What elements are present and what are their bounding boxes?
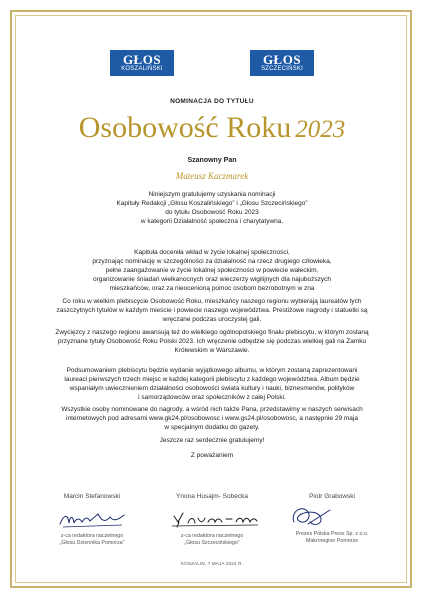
paragraph-album [0, 366, 424, 402]
salutation: Szanowny Pan [187, 157, 237, 164]
paragraph-regards [0, 451, 424, 460]
text-line: w specjalnym dodatku do gazety. [164, 424, 260, 431]
text-line: Kapituła doceniła wkład w życie lokalnej społeczności, [134, 249, 290, 256]
paragraph-websites [0, 405, 424, 432]
role-line: „Głosu Dziennika Pomorza” [59, 539, 125, 546]
text-line: organizowanie śniadań wielkanocnych oraz wieczerzy wigilijnych dla najuboższych [92, 276, 332, 283]
text-line: Wszystkie osoby nominowane do nagrody, a wśród nich także Pana, przedstawimy w naszych serwisach [61, 406, 363, 413]
signatory-name-3: Piotr Grabowski [309, 493, 355, 500]
page-title [0, 108, 424, 150]
text-line: Zwycięzcy z naszego regionu awansują też do wielkiego ogólnopolskiego finału plebiscytu, w którym zostaną [55, 329, 369, 336]
paragraph-merits [0, 248, 424, 293]
signatory-name-1: Marcin Stefanowski [63, 493, 121, 500]
text-line: internetowych pod adresami www.gk24.pl/osobowosc i www.gs24.pl/osobowosc, a następnie 29 maja [66, 415, 358, 422]
text-line: przyznane tytuły Osobowość Roku Polski 2023. Ich wręczenie odbędzie się podczas wielkiej gali na Zamku [57, 338, 367, 345]
issue-date: KOSZALIN, 7 MAJA 2024 R. [180, 561, 244, 566]
paragraph-nomination [0, 190, 424, 226]
signatory-role-1 [32, 533, 152, 546]
text-line: wręczane podczas uroczystej gali. [162, 316, 262, 323]
text-line: mieszkańców, oraz za nieocenioną pomoc osobom bezrobotnym w zna [109, 285, 315, 292]
text-line: Jeszcze raz serdecznie gratulujemy! [159, 437, 265, 444]
role-line: z-ca redaktora naczelnego [180, 533, 244, 539]
role-line: Makroregion Pomorze [305, 537, 359, 544]
logo-subtitle: KOSZALIŃSKI [121, 66, 163, 72]
text-line: i samorządowców oraz społeczników z całej Polski. [138, 394, 286, 401]
text-line: Niniejszym gratulujemy uzyskania nominacji [148, 191, 276, 198]
signatory-name-2: Ynona Husajm- Sobecka [176, 493, 248, 500]
signature-grabowski [286, 502, 336, 530]
signatory-role-2 [152, 533, 272, 546]
signature-husajm-sobecka [170, 508, 260, 530]
logo-subtitle: SZCZECIŃSKI [261, 66, 303, 72]
logo-row [0, 50, 424, 76]
text-line: Podsumowaniem plebiscytu będzie wydanie wyjątkowego albumu, w którym zostaną zaprezentowani [66, 367, 358, 374]
text-line: Z poważaniem [190, 452, 234, 459]
text-line: pełne zaangażowanie w życie lokalnej społeczności w powiecie wałeckim, [105, 267, 319, 274]
text-line: przyznając nominację w szczególności za działalność na rzecz drugiego człowieka, [92, 258, 332, 265]
recipient-name: Mateusz Kaczmarek [175, 171, 249, 181]
logo-title: GŁOS [122, 52, 162, 67]
signature-stefanowski [58, 508, 128, 530]
paragraph-congratulations [0, 436, 424, 445]
text-line: w kategorii Działalność społeczna i charytatywna. [140, 218, 284, 225]
nomination-label: NOMINACJA DO TYTUŁU [170, 98, 254, 105]
text-line: laureaci pierwszych trzech miejsc w każdej kategorii plebiscytu z każdego województwa. Album będzie [64, 376, 360, 383]
signatory-role-3 [272, 531, 392, 544]
role-line: „Głosu Szczecińskiego” [184, 539, 240, 546]
text-line: do tytułu Osobowość Roku 2023 [165, 209, 259, 216]
signature-row [0, 502, 424, 546]
role-line: Prezes Polska Press Sp. z o.o. [295, 531, 369, 537]
paragraph-plebiscite [0, 297, 424, 324]
glos-szczecinski-logo [250, 50, 314, 76]
text-line: zaszczytnych tytułów w każdym mieście i powiecie naszego województwa. Prestiżowe nagrody i statuetki są [56, 307, 368, 314]
title-text: Osobowość Roku [78, 111, 292, 144]
text-line: wspaniałym uwiecznieniem działalności osobowości świata kultury i nauki, biznesmenów, polityków [69, 385, 355, 392]
paragraph-final [0, 328, 424, 355]
role-line: z-ca redaktora naczelnego [60, 533, 124, 539]
title-year: 2023 [295, 116, 346, 143]
text-line: Królewskim w Warszawie. [174, 347, 250, 354]
logo-title: GŁOS [262, 52, 302, 67]
glos-koszalinski-logo [110, 50, 174, 76]
text-line: Kapituły Redakcji „Głosu Koszalińskiego” i „Głosu Szczecińskiego” [116, 200, 308, 207]
text-line: Co roku w wielkim plebiscycie Osobowość Roku, mieszkańcy naszego regionu wybierają laureatów tych [62, 298, 362, 305]
